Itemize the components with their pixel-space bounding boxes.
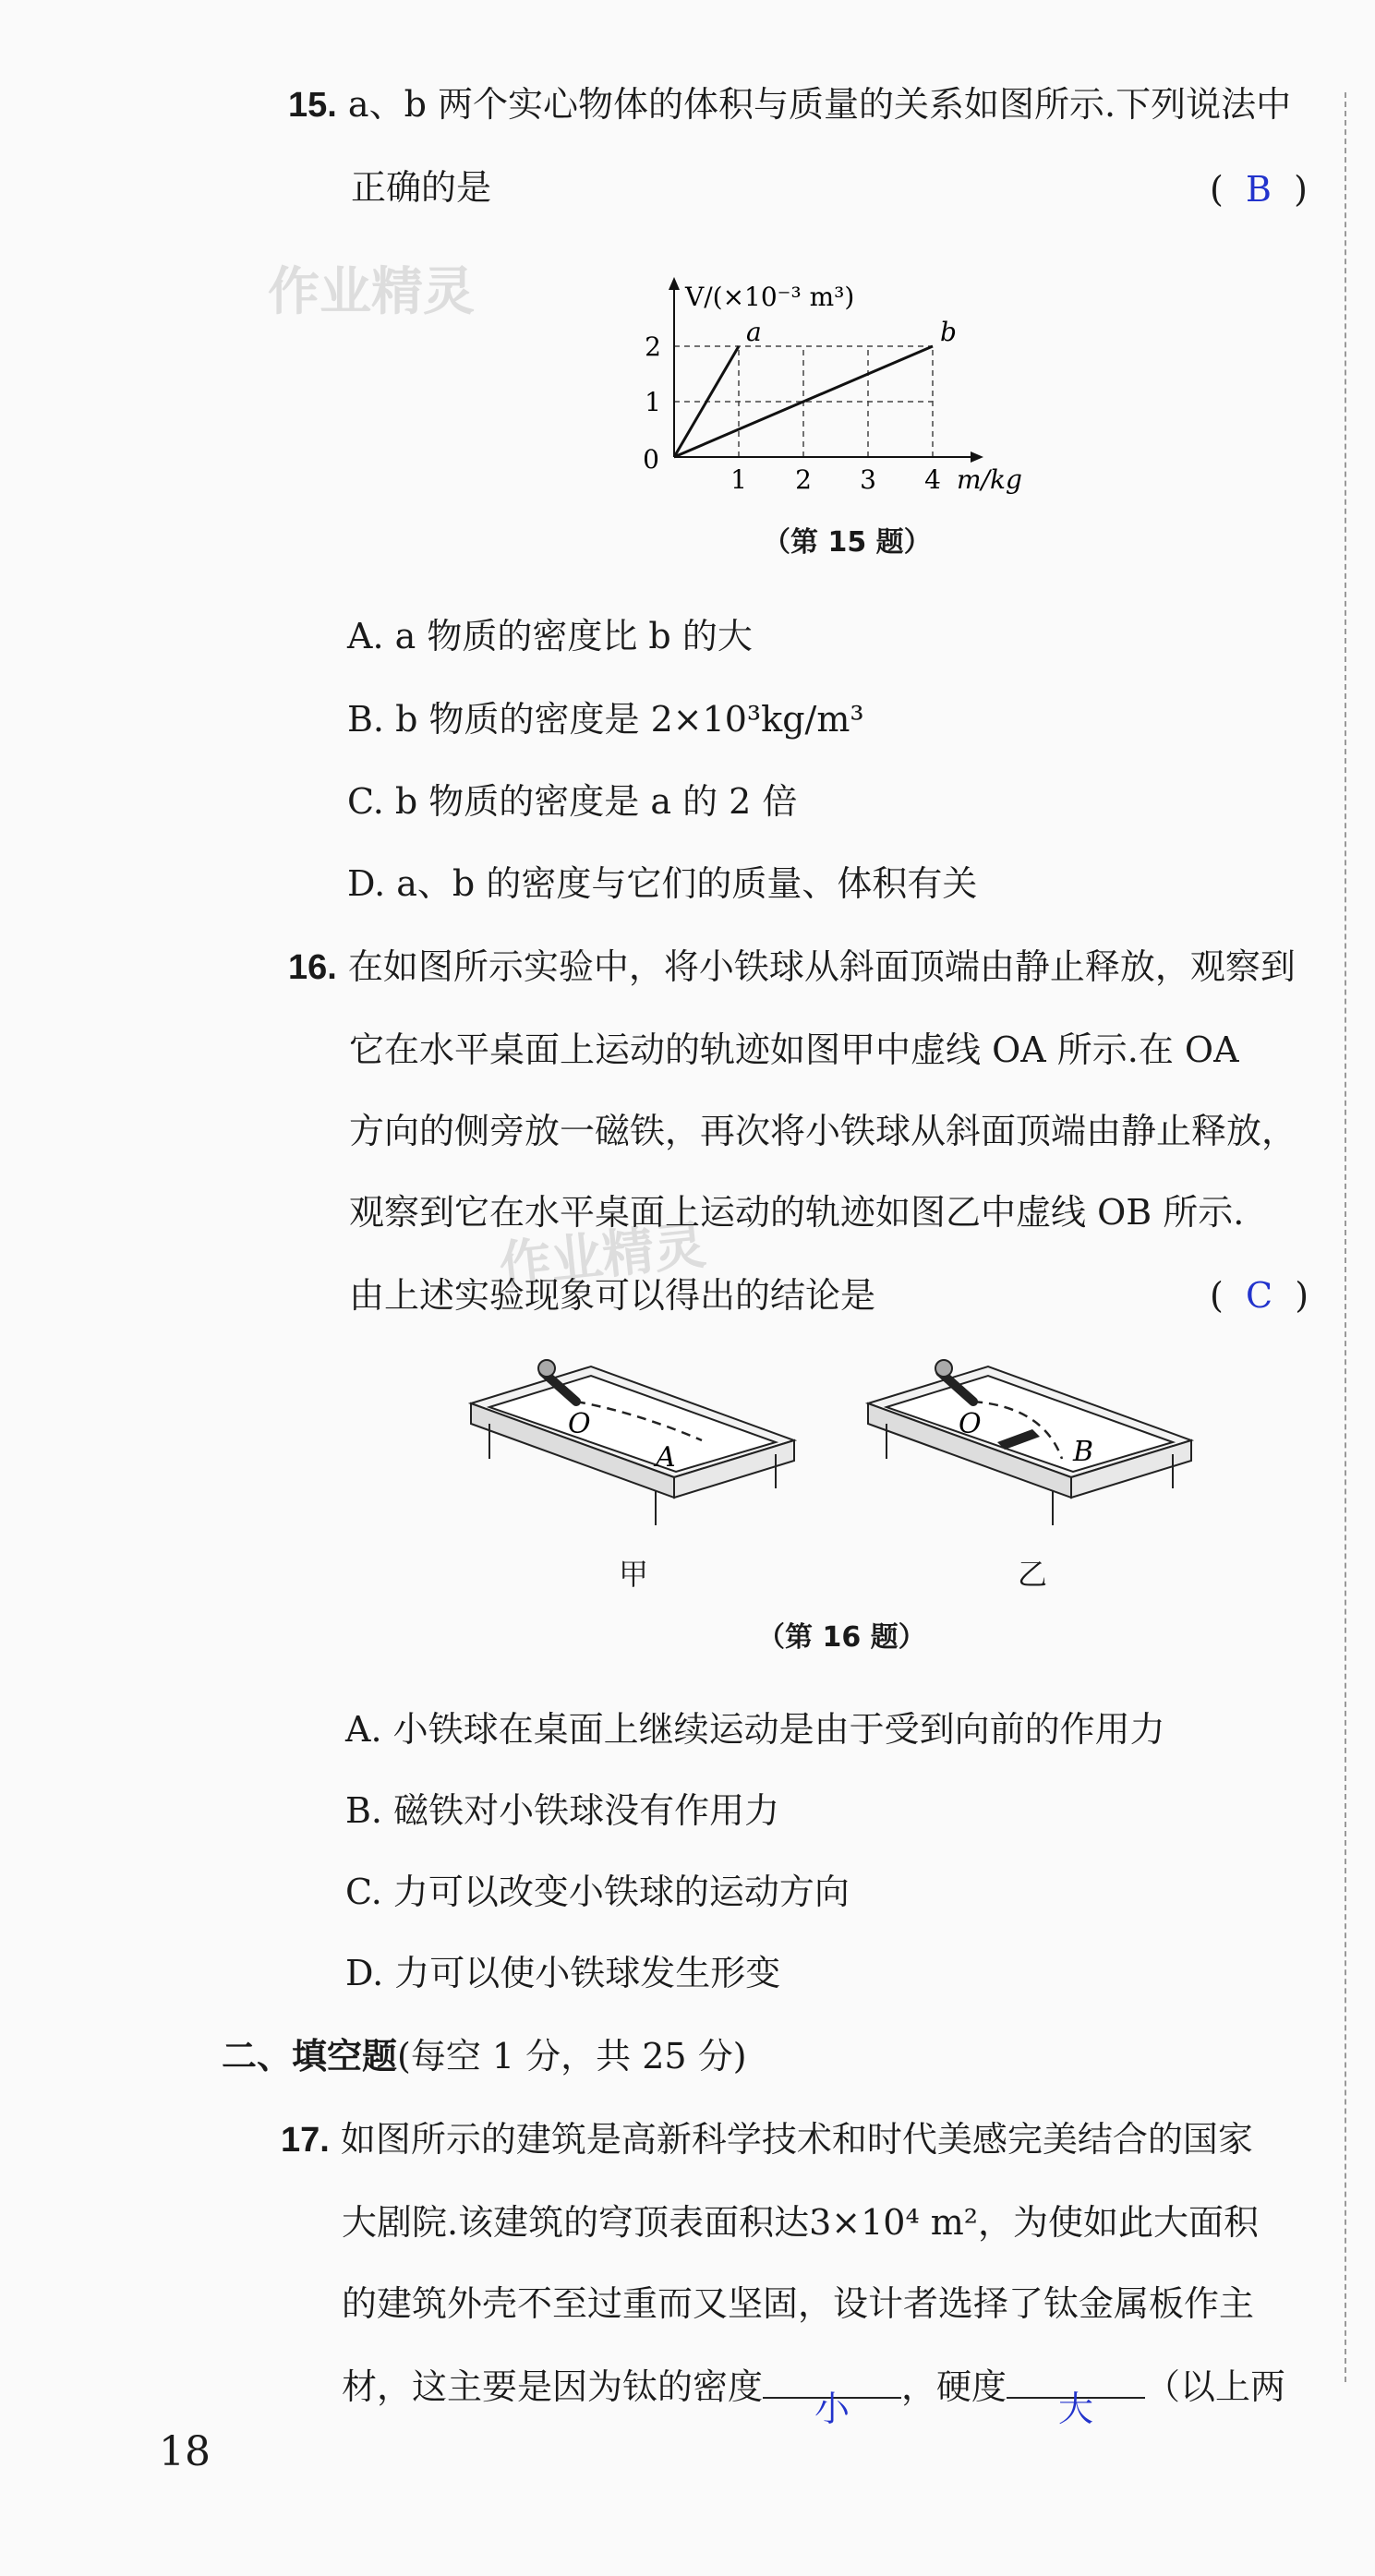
q16-stem-line2: 它在水平桌面上运动的轨迹如图甲中虚线 OA 所示.在 OA bbox=[349, 1029, 1239, 1070]
q15-answer-paren: ( B ) bbox=[1210, 169, 1308, 210]
q16-option-a: A. 小铁球在桌面上继续运动是由于受到向前的作用力 bbox=[345, 1709, 1165, 1750]
series-label-b: b bbox=[940, 317, 957, 347]
q16-stem-text: 在如图所示实验中，将小铁球从斜面顶端由静止释放，观察到 bbox=[347, 946, 1296, 987]
iron-ball-icon bbox=[538, 1360, 555, 1377]
x-tick-label: 3 bbox=[860, 464, 876, 495]
q16-stem-line1 bbox=[288, 944, 1296, 991]
q15-option-d: D. a、b 的密度与它们的质量、体积有关 bbox=[347, 863, 978, 904]
q16-figure-caption: （第 16 题） bbox=[757, 1621, 926, 1654]
point-o-left: O bbox=[568, 1408, 591, 1440]
q16-fig-label-right: 乙 bbox=[1018, 1557, 1048, 1592]
q16-stem-line3: 方向的侧旁放一磁铁，再次将小铁球从斜面顶端由静止释放， bbox=[349, 1111, 1297, 1151]
q15-option-c: C. b 物质的密度是 a 的 2 倍 bbox=[347, 781, 798, 822]
q15-number: 15. bbox=[288, 86, 337, 125]
q15-stem-line1 bbox=[288, 81, 1291, 128]
q17-text: 如图所示的建筑是高新科学技术和时代美感完美结合的国家 bbox=[340, 2119, 1253, 2160]
q15-option-b: B. b 物质的密度是 2×10³kg/m³ bbox=[347, 699, 864, 740]
q16-stem-line4: 观察到它在水平桌面上运动的轨迹如图乙中虚线 OB 所示. bbox=[349, 1192, 1245, 1233]
q17-blank-density[interactable]: 小 bbox=[763, 2397, 901, 2399]
page-edge-dashed-line bbox=[1345, 92, 1346, 2382]
point-a: A bbox=[656, 1441, 676, 1474]
x-tick-label: 1 bbox=[730, 464, 747, 495]
watermark: 作业精灵 bbox=[268, 262, 475, 322]
q16-figure bbox=[462, 1348, 1219, 1588]
q15-answer: B bbox=[1246, 169, 1272, 210]
table-right bbox=[868, 1360, 1191, 1525]
q16-option-c: C. 力可以改变小铁球的运动方向 bbox=[345, 1872, 850, 1912]
point-o-right: O bbox=[959, 1408, 982, 1440]
q16-option-b: B. 磁铁对小铁球没有作用力 bbox=[345, 1790, 780, 1831]
origin-label: 0 bbox=[643, 444, 659, 475]
q17-blank-hardness[interactable]: 大 bbox=[1007, 2397, 1145, 2399]
section2-note: (每空 1 分，共 25 分) bbox=[397, 2036, 747, 2076]
x-axis-arrow-icon bbox=[971, 451, 983, 463]
q17-line1 bbox=[281, 2116, 1253, 2163]
x-tick-label: 2 bbox=[795, 464, 812, 495]
q16-number: 16. bbox=[288, 948, 337, 987]
watermark: 作业精灵 bbox=[496, 1215, 709, 1297]
point-b: B bbox=[1073, 1436, 1094, 1468]
q15-figure-caption: （第 15 题） bbox=[763, 526, 932, 559]
table-left bbox=[471, 1360, 794, 1525]
y-axis-arrow-icon bbox=[669, 277, 680, 290]
q17-line4: 材，这主要是因为钛的密度 小 ，硬度 大 （以上两 bbox=[342, 2366, 1286, 2429]
section2-heading bbox=[222, 2033, 747, 2079]
q15-stem-text: a、b 两个实心物体的体积与质量的关系如图所示.下列说法中 bbox=[347, 84, 1292, 125]
q17-line3: 的建筑外壳不至过重而又坚固，设计者选择了钛金属板作主 bbox=[342, 2283, 1255, 2324]
q16-stem-line5: 由上述实验现象可以得出的结论是 bbox=[349, 1275, 876, 1316]
y-tick-label: 1 bbox=[645, 387, 661, 417]
page-number: 18 bbox=[159, 2428, 211, 2475]
q15-chart bbox=[628, 249, 1034, 508]
q16-fig-label-left: 甲 bbox=[619, 1557, 649, 1592]
q16-option-d: D. 力可以使小铁球发生形变 bbox=[345, 1953, 781, 1993]
x-axis-label: m/kg bbox=[957, 464, 1022, 495]
series-label-a: a bbox=[746, 317, 762, 347]
y-axis-label: V/(×10⁻³ m³) bbox=[685, 282, 855, 312]
q17-line2: 大剧院.该建筑的穹顶表面积达3×10⁴ m²，为使如此大面积 bbox=[342, 2202, 1260, 2243]
section2-title: 二、填空题 bbox=[222, 2036, 398, 2076]
iron-ball-icon bbox=[935, 1360, 952, 1377]
q16-answer: C bbox=[1246, 1275, 1273, 1316]
y-tick-label: 2 bbox=[645, 331, 661, 362]
q16-answer-paren: ( C ) bbox=[1210, 1275, 1309, 1316]
q15-stem-line2: 正确的是 bbox=[351, 167, 492, 208]
q15-option-a: A. a 物质的密度比 b 的大 bbox=[347, 616, 753, 656]
x-tick-label: 4 bbox=[924, 464, 941, 495]
q17-number: 17. bbox=[281, 2121, 330, 2160]
